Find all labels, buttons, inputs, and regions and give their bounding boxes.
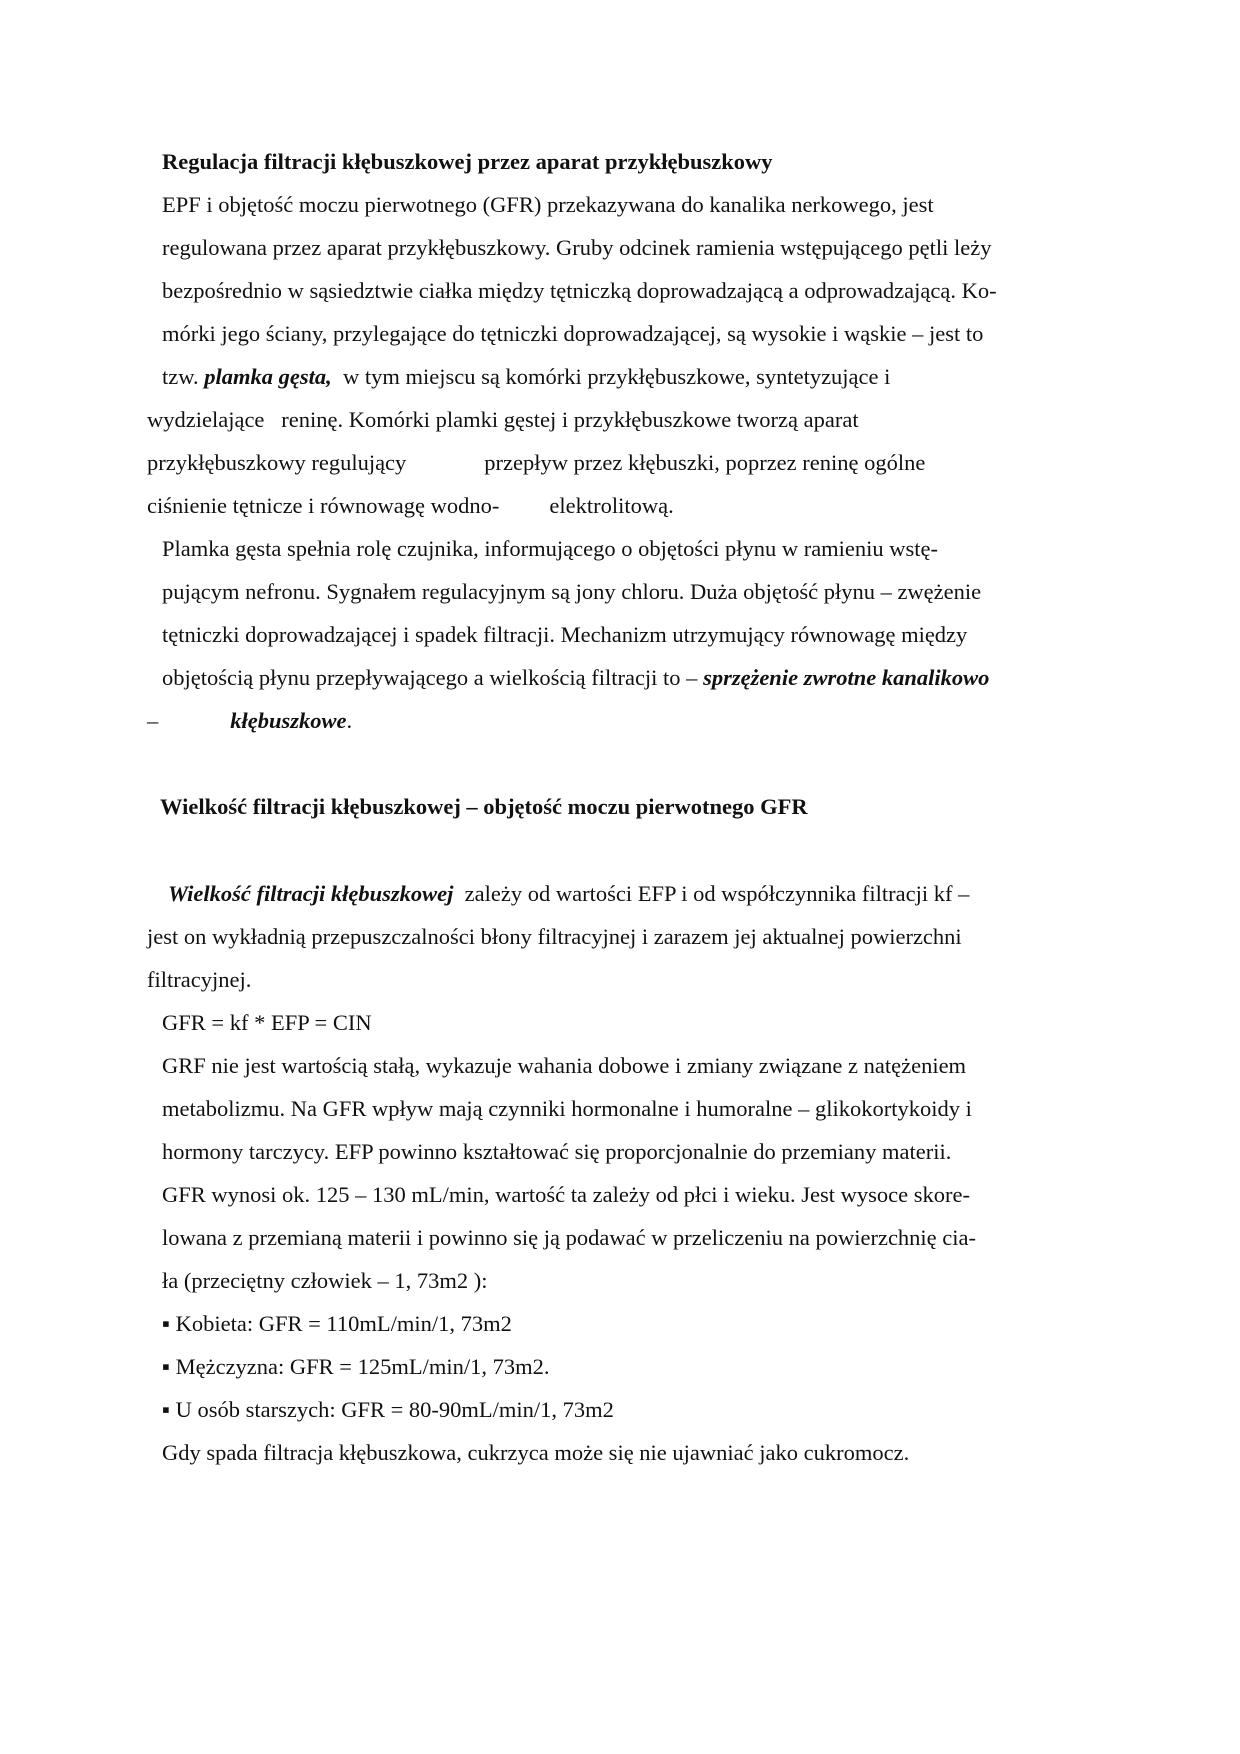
paragraph-line (162, 663, 989, 693)
paragraph-line (147, 706, 352, 736)
paragraph-line: metabolizmu. Na GFR wpływ mają czynniki hormonalne i humoralne – glikokortykoidy i (162, 1096, 972, 1121)
paragraph-line: jest on wykładnią przepuszczalności błony filtracyjnej i zarazem jej aktualnej powierzchni (147, 924, 962, 949)
paragraph-line: GFR wynosi ok. 125 – 130 mL/min, wartość ta zależy od płci i wieku. Jest wysoce skore- (162, 1182, 970, 1207)
text: ciśnienie tętnicze i równowagę wodno- (147, 493, 500, 518)
list-item: ▪ Mężczyzna: GFR = 125mL/min/1, 73m2. (162, 1354, 550, 1379)
term-sprzezenie-zwrotne: sprzężenie zwrotne kanalikowo (703, 665, 990, 690)
paragraph-line: hormony tarczycy. EFP powinno kształtować się proporcjonalnie do przemiany materii. (162, 1139, 952, 1164)
formula: GFR = kf * EFP = CIN (162, 1010, 372, 1035)
paragraph-line: Plamka gęsta spełnia rolę czujnika, informującego o objętości płynu w ramieniu wstę- (162, 536, 939, 561)
paragraph-line (168, 879, 969, 909)
paragraph-line: tętniczki doprowadzającej i spadek filtracji. Mechanizm utrzymujący równowagę między (162, 622, 968, 647)
text: zależy od wartości EFP i od współczynnika filtracji kf – (464, 881, 970, 906)
text: elektrolitową. (549, 493, 674, 518)
paragraph-line: filtracyjnej. (147, 967, 252, 992)
paragraph-line (147, 448, 925, 478)
term-plamka-gesta: plamka gęsta, (204, 364, 332, 389)
paragraph-line: Gdy spada filtracja kłębuszkowa, cukrzyca może się nie ujawniać jako cukromocz. (162, 1440, 910, 1465)
paragraph-line: GRF nie jest wartością stałą, wykazuje wahania dobowe i zmiany związane z natężeniem (162, 1053, 967, 1078)
text: w tym miejscu są komórki przykłębuszkowe, syntetyzujące i (343, 364, 891, 389)
term-klebuszkowe: kłębuszkowe (230, 708, 347, 733)
list-item: ▪ U osób starszych: GFR = 80-90mL/min/1, 73m2 (162, 1397, 614, 1422)
paragraph-line (162, 362, 890, 392)
term-wielkosc-filtracji: Wielkość filtracji kłębuszkowej (168, 881, 454, 906)
text: przepływ przez kłębuszki, poprzez reninę ogólne (484, 450, 926, 475)
paragraph-line: EPF i objętość moczu pierwotnego (GFR) przekazywana do kanalika nerkowego, jest (162, 192, 934, 217)
text: wydzielające (147, 407, 265, 432)
paragraph-line: mórki jego ściany, przylegające do tętniczki doprowadzającej, są wysokie i wąskie – jest to (162, 321, 984, 346)
text: tzw. (162, 364, 205, 389)
dash: – (147, 708, 159, 733)
paragraph-line (147, 491, 674, 521)
paragraph-line: bezpośrednio w sąsiedztwie ciałka między tętniczką doprowadzającą a odprowadzającą. Ko- (162, 278, 997, 303)
section-heading-gfr: Wielkość filtracji kłębuszkowej – objętość moczu pierwotnego GFR (160, 794, 808, 819)
text: reninę. Komórki plamki gęstej i przykłębuszkowe tworzą aparat (281, 407, 859, 432)
paragraph-line: lowana z przemianą materii i powinno się ją podawać w przeliczeniu na powierzchnię cia- (162, 1225, 977, 1250)
text: . (346, 708, 353, 733)
paragraph-line: regulowana przez aparat przykłębuszkowy. Gruby odcinek ramienia wstępującego pętli leży (162, 235, 992, 260)
section-heading-regulation: Regulacja filtracji kłębuszkowej przez aparat przykłębuszkowy (162, 149, 773, 174)
paragraph-line: ła (przeciętny człowiek – 1, 73m2 ): (162, 1268, 488, 1293)
paragraph-line: pującym nefronu. Sygnałem regulacyjnym są jony chloru. Duża objętość płynu – zwężenie (162, 579, 982, 604)
text: przykłębuszkowy regulujący (147, 450, 407, 475)
paragraph-line (147, 405, 859, 435)
text: objętością płynu przepływającego a wielkością filtracji to – (162, 665, 704, 690)
list-item: ▪ Kobieta: GFR = 110mL/min/1, 73m2 (162, 1311, 512, 1336)
